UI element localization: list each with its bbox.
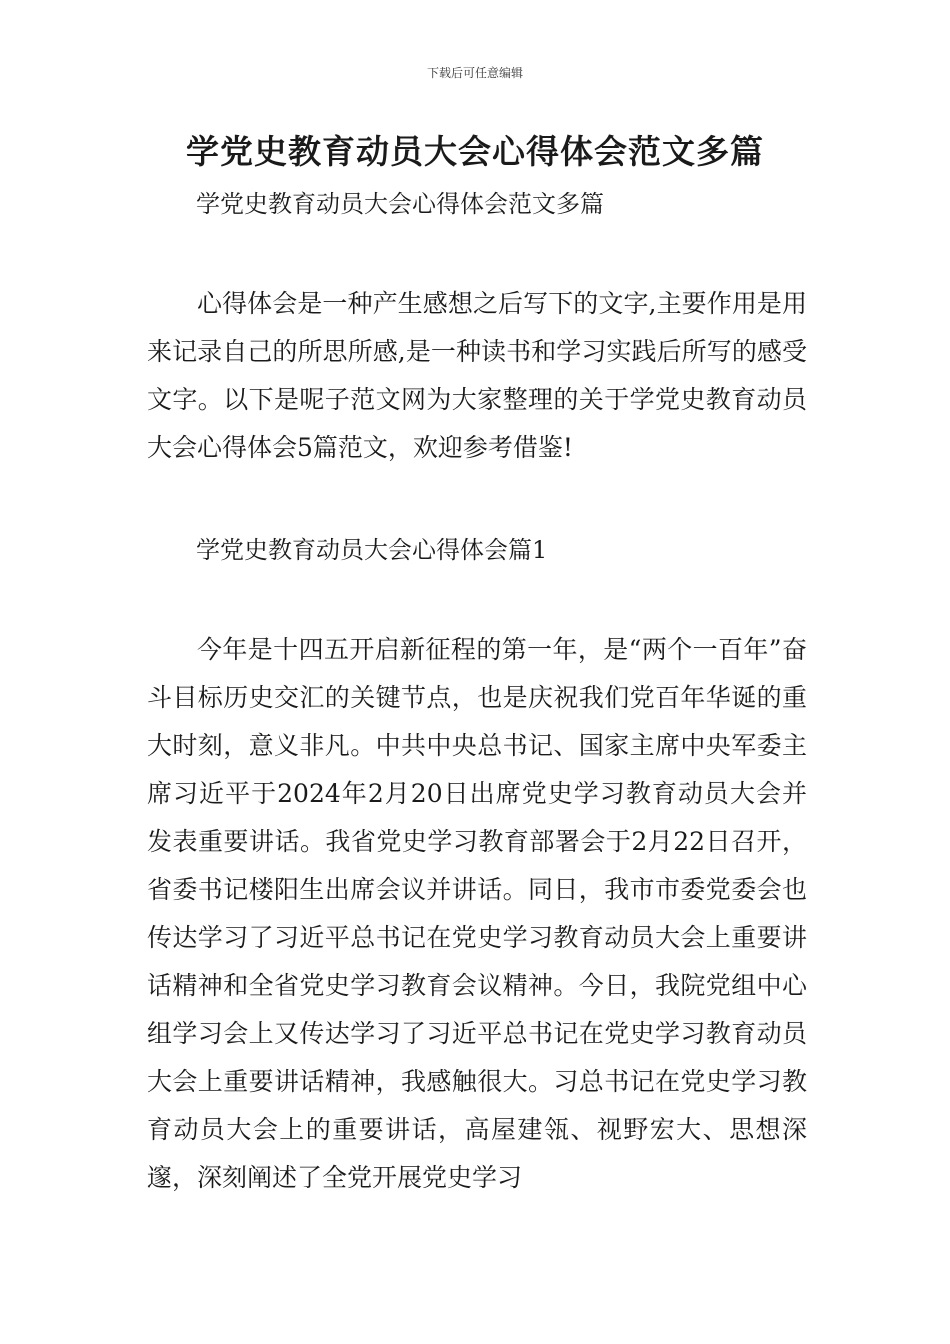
section-heading: 学党史教育动员大会心得体会篇1 [196, 536, 548, 564]
intro-paragraph: 心得体会是一种产生感想之后写下的文字,主要作用是用来记录自己的所思所感,是一种读书和学习实践后所写的感受文字。以下是呢子范文网为大家整理的关于学党史教育动员大会心得体会5篇范文，欢迎参考借鉴! [147, 289, 807, 462]
document-title: 学党史教育动员大会心得体会范文多篇 [186, 132, 764, 171]
article-paragraph: 今年是十四五开启新征程的第一年，是“两个一百年”奋斗目标历史交汇的关键节点，也是庆祝我们党百年华诞的重大时刻，意义非凡。中共中央总书记、国家主席中央军委主席习近平于2024年2月20日出席党史学习教育动员大会并发表重要讲话。我省党史学习教育部署会于2月22日召开，省委书记楼阳生出席会议并讲话。同日，我市市委党委会也传达学习了习近平总书记在党史学习教育动员大会上重要讲话精神和全省党史学习教育会议精神。今日，我院党组中心组学习会上又传达学习了习近平总书记在党史学习教育动员大会上重要讲话精神，我感触很大。习总书记在党史学习教育动员大会上的重要讲话，高屋建瓴、视野宏大、思想深邃，深刻阐述了全党开展党史学习 [147, 635, 807, 1192]
document-subtitle: 学党史教育动员大会心得体会范文多篇 [196, 190, 604, 218]
header-note: 下载后可任意编辑 [426, 66, 523, 80]
